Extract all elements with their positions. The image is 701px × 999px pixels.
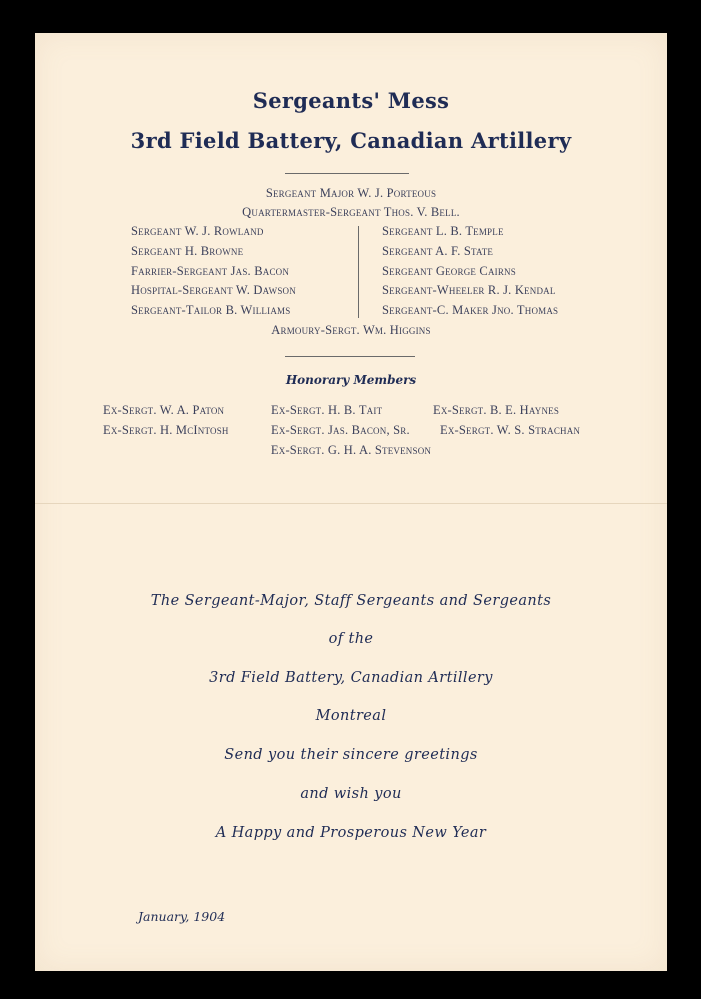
card-fold-line <box>35 503 667 504</box>
honorary-2-1: Ex-Sergt. H. McIntosh <box>103 423 229 437</box>
roster-right-5: Sergeant-C. Maker Jno. Thomas <box>382 303 559 317</box>
honorary-heading: Honorary Members <box>285 373 417 387</box>
title-line-1: Sergeants' Mess <box>252 88 450 113</box>
roster-armoury: Armoury-Sergt. Wm. Higgins <box>271 323 431 337</box>
title-divider <box>285 173 409 174</box>
greeting-line-4: Montreal <box>315 708 387 724</box>
greeting-line-3: 3rd Field Battery, Canadian Artillery <box>209 670 493 686</box>
honorary-1-1: Ex-Sergt. W. A. Paton <box>103 403 225 417</box>
roster-right-2: Sergeant A. F. State <box>382 244 494 258</box>
greeting-line-2: of the <box>328 631 374 647</box>
honorary-last: Ex-Sergt. G. H. A. Stevenson <box>270 443 432 457</box>
greeting-date: January, 1904 <box>138 909 226 924</box>
title-line-2: 3rd Field Battery, Canadian Artillery <box>130 128 572 153</box>
roster-right-1: Sergeant L. B. Temple <box>382 224 504 238</box>
greeting-line-7: A Happy and Prosperous New Year <box>215 825 487 841</box>
roster-right-4: Sergeant-Wheeler R. J. Kendal <box>382 283 556 297</box>
roster-left-1: Sergeant W. J. Rowland <box>131 224 264 238</box>
honorary-2-2: Ex-Sergt. Jas. Bacon, Sr. <box>271 423 410 437</box>
roster-divider <box>285 356 415 357</box>
roster-left-5: Sergeant-Tailor B. Williams <box>131 303 291 317</box>
greeting-card <box>35 33 667 971</box>
honorary-1-3: Ex-Sergt. B. E. Haynes <box>433 403 560 417</box>
column-divider <box>358 226 359 318</box>
roster-quartermaster: Quartermaster-Sergeant Thos. V. Bell. <box>242 205 460 219</box>
greeting-line-6: and wish you <box>300 786 402 802</box>
greeting-line-1: The Sergeant-Major, Staff Sergeants and Sergeants <box>150 593 552 609</box>
roster-left-4: Hospital-Sergeant W. Dawson <box>131 283 296 297</box>
honorary-2-3: Ex-Sergt. W. S. Strachan <box>440 423 581 437</box>
roster-left-3: Farrier-Sergeant Jas. Bacon <box>131 264 290 278</box>
roster-right-3: Sergeant George Cairns <box>382 264 516 278</box>
roster-sergeant-major: Sergeant Major W. J. Porteous <box>265 186 437 200</box>
honorary-1-2: Ex-Sergt. H. B. Tait <box>271 403 383 417</box>
greeting-line-5: Send you their sincere greetings <box>224 747 478 763</box>
roster-left-2: Sergeant H. Browne <box>131 244 244 258</box>
